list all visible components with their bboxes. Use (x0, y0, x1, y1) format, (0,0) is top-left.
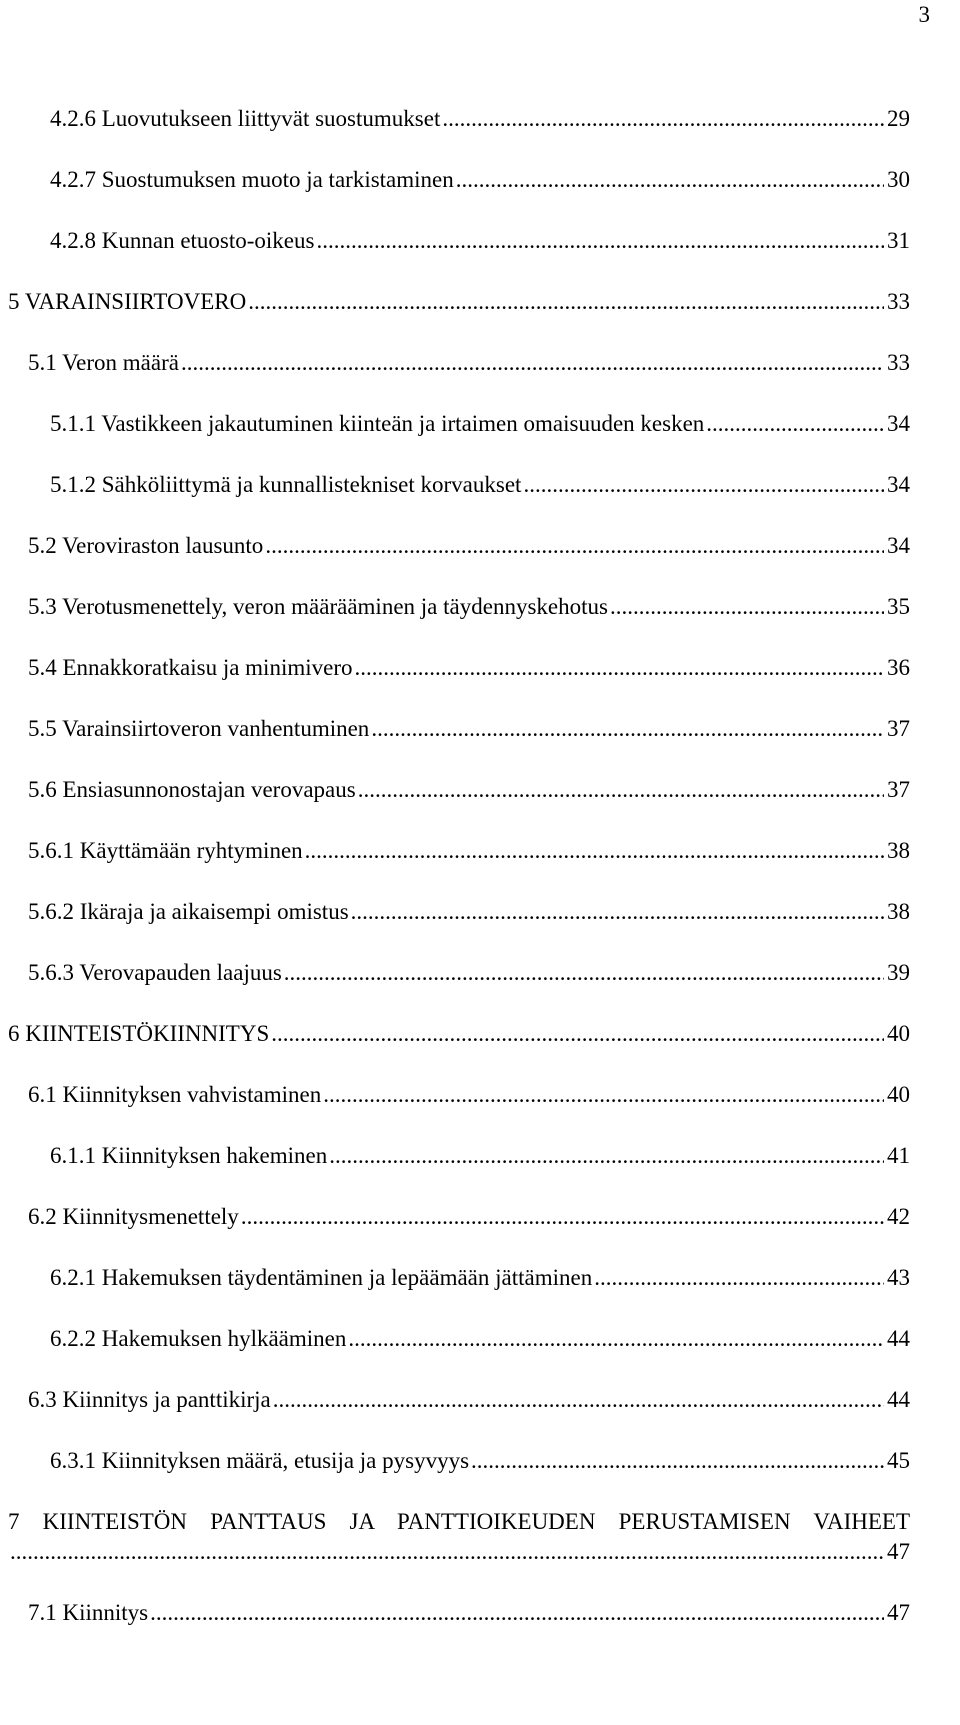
toc-entry-5-1-1[interactable] (50, 409, 910, 439)
toc-entry-page: 40 (887, 1082, 910, 1107)
toc-entry-5-3[interactable] (28, 592, 910, 622)
toc-entry-label: 5.6 Ensiasunnonostajan verovapaus (28, 777, 356, 802)
dot-leader (150, 1598, 884, 1628)
toc-entry-label: 5.5 Varainsiirtoveron vanhentuminen (28, 716, 370, 741)
toc-entry-page: 31 (887, 228, 910, 253)
toc-entry-5-4[interactable] (28, 653, 910, 683)
toc-entry-6-2-2[interactable] (50, 1324, 910, 1354)
page-number: 3 (918, 2, 930, 27)
dot-leader (273, 1385, 884, 1415)
dot-leader (329, 1141, 884, 1171)
toc-entry-6[interactable] (8, 1019, 910, 1049)
toc-entry-6-3-1[interactable] (50, 1446, 910, 1476)
toc-entry-label: 5.1 Veron määrä (28, 350, 179, 375)
dot-leader (265, 531, 884, 561)
toc-entry-page: 34 (887, 533, 910, 558)
toc-entry-page: 34 (887, 472, 910, 497)
toc-entry-page: 45 (887, 1448, 910, 1473)
toc-entry-page: 30 (887, 167, 910, 192)
dot-leader (248, 287, 884, 317)
toc-entry-page: 36 (887, 655, 910, 680)
toc-entry-7-page-line[interactable] (8, 1537, 910, 1567)
toc-entry-label: 4.2.6 Luovutukseen liittyvät suostumukset (50, 106, 441, 131)
dot-leader (456, 165, 884, 195)
dot-leader (271, 1019, 884, 1049)
toc-entry-page: 41 (887, 1143, 910, 1168)
dot-leader (523, 470, 884, 500)
toc-entry-5[interactable] (8, 287, 910, 317)
dot-leader (10, 1537, 884, 1567)
toc-entry-page: 34 (887, 411, 910, 436)
toc-entry-page: 38 (887, 838, 910, 863)
toc-entry-5-2[interactable] (28, 531, 910, 561)
dot-leader (284, 958, 884, 988)
toc-entry-5-1-2[interactable] (50, 470, 910, 500)
toc-entry-5-1[interactable] (28, 348, 910, 378)
toc-entry-7-1[interactable] (28, 1598, 910, 1628)
toc-entry-page: 43 (887, 1265, 910, 1290)
dot-leader (706, 409, 884, 439)
dot-leader (351, 897, 884, 927)
toc-entry-6-1-1[interactable] (50, 1141, 910, 1171)
toc-entry-page: 42 (887, 1204, 910, 1229)
toc-entry-label: 5.2 Veroviraston lausunto (28, 533, 264, 558)
dot-leader (442, 104, 884, 134)
toc-entry-label: 6.2 Kiinnitysmenettely (28, 1204, 239, 1229)
toc-entry-page: 33 (887, 289, 910, 314)
toc-entry-page: 33 (887, 350, 910, 375)
dot-leader (594, 1263, 884, 1293)
toc-entry-6-1[interactable] (28, 1080, 910, 1110)
toc-entry-page: 38 (887, 899, 910, 924)
toc-entry-label: 6.1.1 Kiinnityksen hakeminen (50, 1143, 328, 1168)
dot-leader (316, 226, 884, 256)
toc-entry-label: 5.3 Verotusmenettely, veron määrääminen ja täydennyskehotus (28, 594, 608, 619)
toc-entry-page: 47 (887, 1600, 910, 1625)
toc-entry-4-2-6[interactable] (50, 104, 910, 134)
toc-entry-4-2-8[interactable] (50, 226, 910, 256)
toc-entry-page: 29 (887, 106, 910, 131)
toc-entry-page: 37 (887, 716, 910, 741)
toc-entry-label: 4.2.8 Kunnan etuosto-oikeus (50, 228, 315, 253)
toc-entry-label: 6.2.1 Hakemuksen täydentäminen ja lepäämään jättäminen (50, 1265, 593, 1290)
toc-entry-label: 6.3.1 Kiinnityksen määrä, etusija ja pysyvyys (50, 1448, 470, 1473)
toc-entry-label: 5 VARAINSIIRTOVERO (8, 289, 247, 314)
toc-entry-page: 35 (887, 594, 910, 619)
toc-entry-page: 44 (887, 1387, 910, 1412)
toc-entry-5-6-1[interactable] (28, 836, 910, 866)
dot-leader (323, 1080, 884, 1110)
toc-entry-label: 6 KIINTEISTÖKIINNITYS (8, 1021, 270, 1046)
toc-entry-label: 5.1.2 Sähköliittymä ja kunnallistekniset korvaukset (50, 472, 522, 497)
toc-entry-5-6[interactable] (28, 775, 910, 805)
dot-leader (181, 348, 884, 378)
dot-leader (471, 1446, 884, 1476)
toc-entry-label: 4.2.7 Suostumuksen muoto ja tarkistaminen (50, 167, 454, 192)
dot-leader (371, 714, 884, 744)
toc-entry-5-6-2[interactable] (28, 897, 910, 927)
toc-entry-page: 40 (887, 1021, 910, 1046)
toc-entry-label: 6.3 Kiinnitys ja panttikirja (28, 1387, 271, 1412)
toc-entry-label: 5.6.2 Ikäraja ja aikaisempi omistus (28, 899, 349, 924)
toc-entry-page: 39 (887, 960, 910, 985)
toc-entry-5-6-3[interactable] (28, 958, 910, 988)
toc-entry-6-2-1[interactable] (50, 1263, 910, 1293)
toc-entry-label: 5.1.1 Vastikkeen jakautuminen kiinteän ja irtaimen omaisuuden kesken (50, 411, 705, 436)
dot-leader (610, 592, 884, 622)
toc-entry-label: 7.1 Kiinnitys (28, 1600, 149, 1625)
dot-leader (305, 836, 884, 866)
toc-entry-5-5[interactable] (28, 714, 910, 744)
toc-entry-6-2[interactable] (28, 1202, 910, 1232)
toc-entry-label: 5.6.3 Verovapauden laajuus (28, 960, 282, 985)
toc-entry-page: 47 (887, 1539, 910, 1564)
toc-entry-label: 6.1 Kiinnityksen vahvistaminen (28, 1082, 322, 1107)
dot-leader (348, 1324, 884, 1354)
toc-entry-page: 44 (887, 1326, 910, 1351)
dot-leader (241, 1202, 884, 1232)
toc-entry-page: 37 (887, 777, 910, 802)
toc-entry-label: 5.6.1 Käyttämään ryhtyminen (28, 838, 303, 863)
toc-entry-label: 6.2.2 Hakemuksen hylkääminen (50, 1326, 347, 1351)
dot-leader (354, 653, 884, 683)
toc-entry-6-3[interactable] (28, 1385, 910, 1415)
toc-entry-label: 5.4 Ennakkoratkaisu ja minimivero (28, 655, 353, 680)
toc-entry-4-2-7[interactable] (50, 165, 910, 195)
dot-leader (358, 775, 884, 805)
toc-entry-7-title[interactable]: 7 KIINTEISTÖN PANTTAUS JA PANTTIOIKEUDEN PERUSTAMISEN VAIHEET (8, 1509, 910, 1534)
